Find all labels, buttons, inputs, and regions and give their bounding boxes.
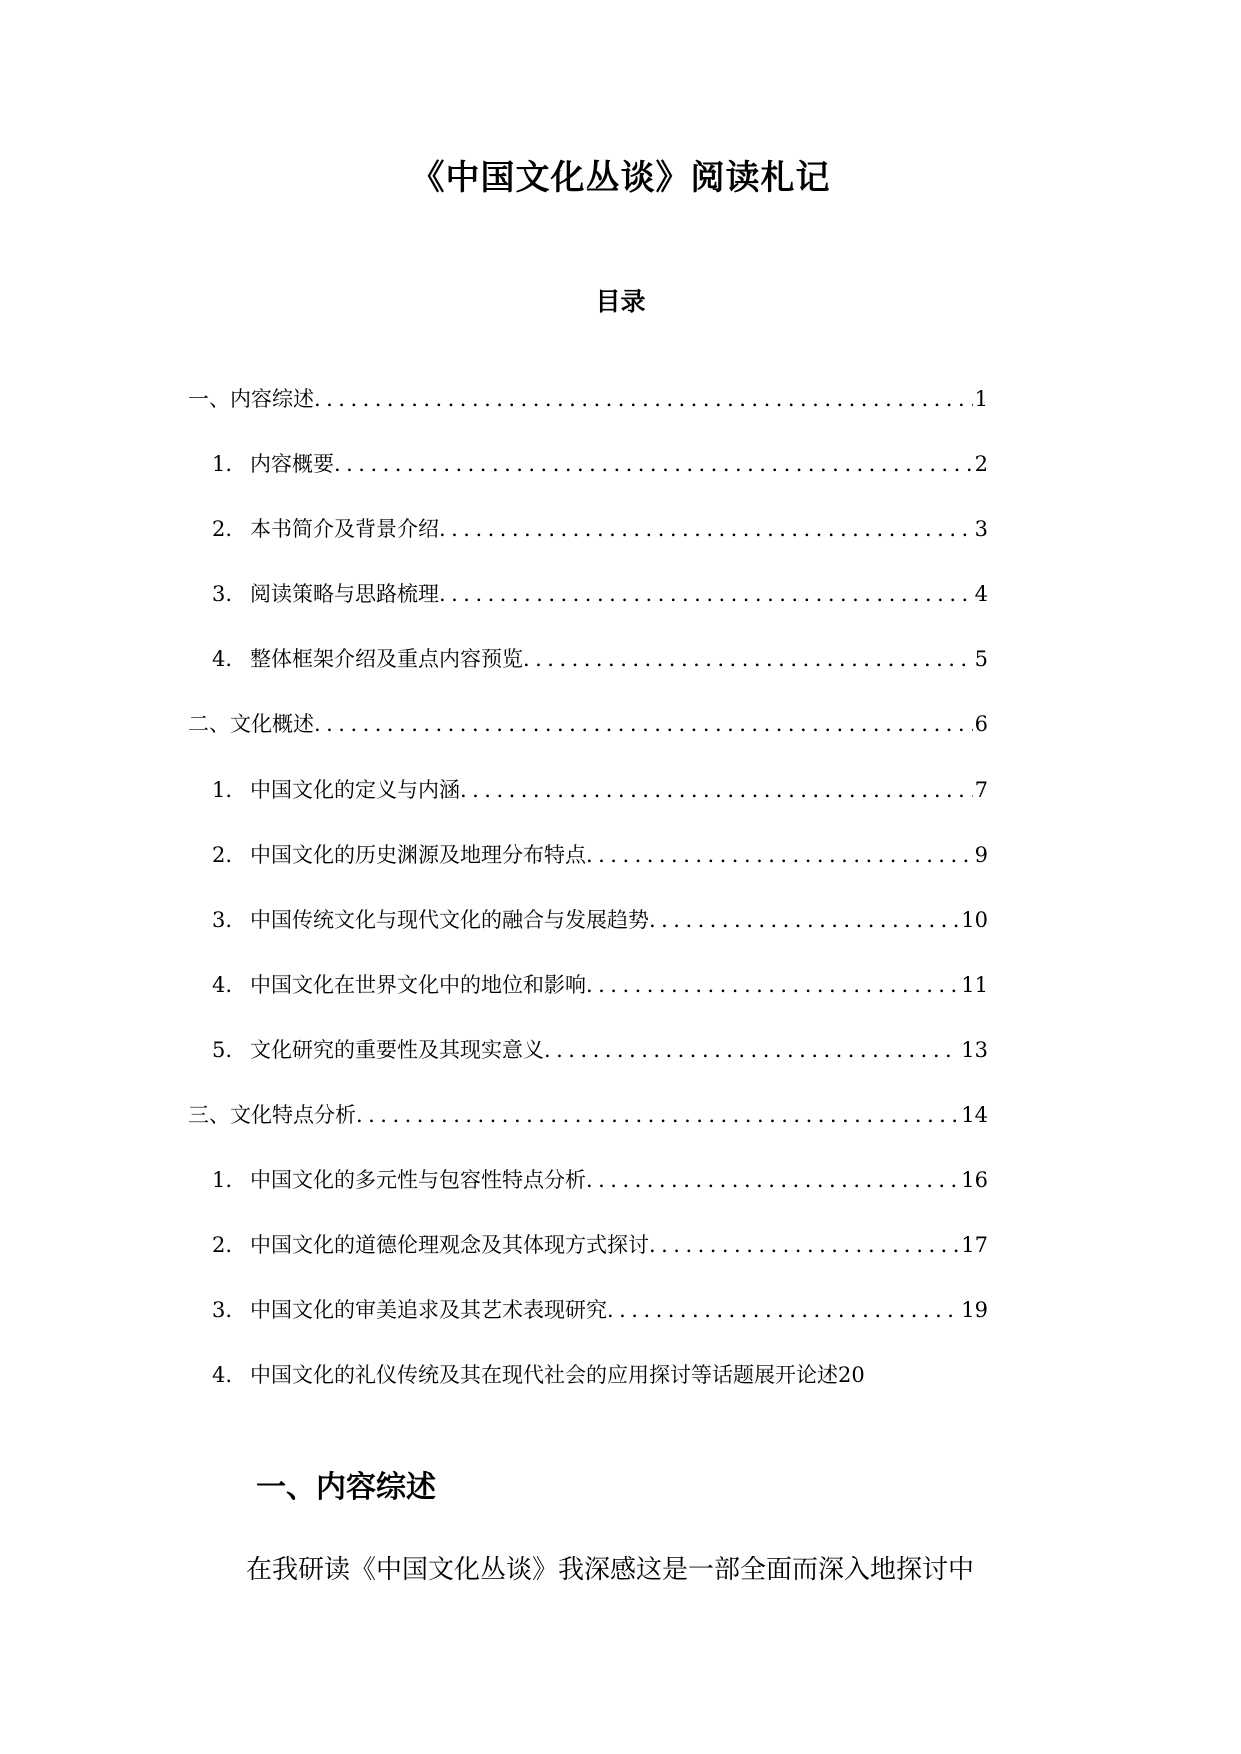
toc-entry-text: 中国文化的历史渊源及地理分布特点: [250, 842, 586, 867]
toc-entry-page-number: 9: [974, 842, 988, 867]
toc-entry-text: 内容概要: [250, 452, 334, 477]
toc-dot-leader: [586, 840, 973, 870]
toc-entry-page-number: 14: [961, 1103, 988, 1128]
toc-dot-leader: [649, 1230, 959, 1260]
toc-entry-page-number: 17: [961, 1233, 988, 1258]
toc-entry-number: 5.: [212, 1037, 233, 1062]
toc-dot-leader: [334, 449, 973, 479]
toc-entry-number: 3.: [212, 1298, 233, 1323]
toc-entry[interactable]: [188, 644, 988, 709]
body-paragraph: 在我研读《中国文化丛谈》我深感这是一部全面而深入地探讨中: [246, 1555, 975, 1585]
toc-dot-leader: [460, 775, 973, 805]
toc-entry-text: 中国文化在世界文化中的地位和影响: [250, 972, 586, 997]
section-heading: 一、内容综述: [256, 1470, 436, 1505]
toc-entry-number: 4.: [212, 647, 233, 672]
toc-entry[interactable]: [188, 1100, 988, 1165]
toc-dot-leader: [586, 1165, 959, 1195]
toc-entry-page-number: 13: [961, 1037, 988, 1062]
toc-dot-leader: [523, 644, 973, 674]
toc-dot-leader: [586, 970, 959, 1000]
toc-entry-page-number: 3: [974, 517, 988, 542]
toc-entry[interactable]: [188, 905, 988, 970]
toc-entry-number: 4.: [212, 1363, 233, 1388]
toc-entry-text: 中国文化的多元性与包容性特点分析: [250, 1168, 586, 1193]
toc-entry-page-number: 7: [974, 777, 988, 802]
toc-entry-text: 二、文化概述: [188, 712, 314, 737]
toc-entry-text: 中国文化的道德伦理观念及其体现方式探讨: [250, 1233, 649, 1258]
toc-dot-leader: [314, 384, 973, 414]
toc-entry-text: 整体框架介绍及重点内容预览: [250, 647, 523, 672]
toc-entry-text: 三、文化特点分析: [188, 1103, 356, 1128]
toc-dot-leader: [314, 709, 973, 739]
toc-entry-page-number: 4: [974, 582, 988, 607]
toc-entry-page-number: 6: [974, 712, 988, 737]
toc-entry-page-number: 5: [974, 647, 988, 672]
toc-heading: 目录: [595, 287, 646, 316]
toc-entry-page-number: 2: [974, 452, 988, 477]
toc-entry[interactable]: [188, 775, 988, 840]
toc-entry-page-number: 10: [961, 907, 988, 932]
toc-entry-number: 1.: [212, 452, 233, 477]
toc-entry[interactable]: [188, 514, 988, 579]
toc-entry[interactable]: [188, 384, 988, 449]
toc-entry[interactable]: [188, 1230, 988, 1295]
toc-entry[interactable]: [188, 1360, 988, 1425]
toc-dot-leader: [607, 1295, 959, 1325]
toc-entry[interactable]: [188, 840, 988, 905]
toc-entry[interactable]: [188, 579, 988, 644]
toc-entry-page-number: 1: [974, 387, 988, 411]
toc-entry-number: 1.: [212, 777, 233, 802]
toc-entry-number: 2.: [212, 517, 233, 542]
toc-entry-text: 中国文化的礼仪传统及其在现代社会的应用探讨等话题展开论述: [250, 1363, 838, 1388]
toc-entry-text: 文化研究的重要性及其现实意义: [250, 1037, 544, 1062]
toc-entry-text: 中国文化的定义与内涵: [250, 777, 460, 802]
toc-entry-text: 阅读策略与思路梳理: [250, 582, 439, 607]
toc-dot-leader: [649, 905, 959, 935]
toc-entry[interactable]: [188, 449, 988, 514]
document-title: 《中国文化丛谈》阅读札记: [410, 158, 831, 198]
toc-entry[interactable]: [188, 1165, 988, 1230]
toc-entry-text: 本书简介及背景介绍: [250, 517, 439, 542]
toc-entry-page-number: 20: [838, 1363, 865, 1388]
toc-entry[interactable]: [188, 1035, 988, 1100]
toc-entry[interactable]: [188, 1295, 988, 1360]
toc-dot-leader: [439, 579, 973, 609]
table-of-contents: [188, 384, 988, 1426]
toc-entry-page-number: 11: [961, 972, 988, 997]
toc-entry-text: 一、内容综述: [188, 387, 314, 411]
toc-dot-leader: [356, 1100, 959, 1130]
toc-entry-text: 中国传统文化与现代文化的融合与发展趋势: [250, 907, 649, 932]
toc-entry-page-number: 16: [961, 1168, 988, 1193]
toc-dot-leader: [439, 514, 973, 544]
toc-entry-number: 3.: [212, 907, 233, 932]
toc-entry-number: 4.: [212, 972, 233, 997]
toc-entry[interactable]: [188, 970, 988, 1035]
toc-entry-number: 2.: [212, 1233, 233, 1258]
toc-entry[interactable]: [188, 709, 988, 774]
toc-entry-number: 3.: [212, 582, 233, 607]
toc-entry-page-number: 19: [961, 1298, 988, 1323]
toc-entry-number: 2.: [212, 842, 233, 867]
toc-dot-leader: [544, 1035, 959, 1065]
toc-entry-number: 1.: [212, 1168, 233, 1193]
toc-entry-text: 中国文化的审美追求及其艺术表现研究: [250, 1298, 607, 1323]
